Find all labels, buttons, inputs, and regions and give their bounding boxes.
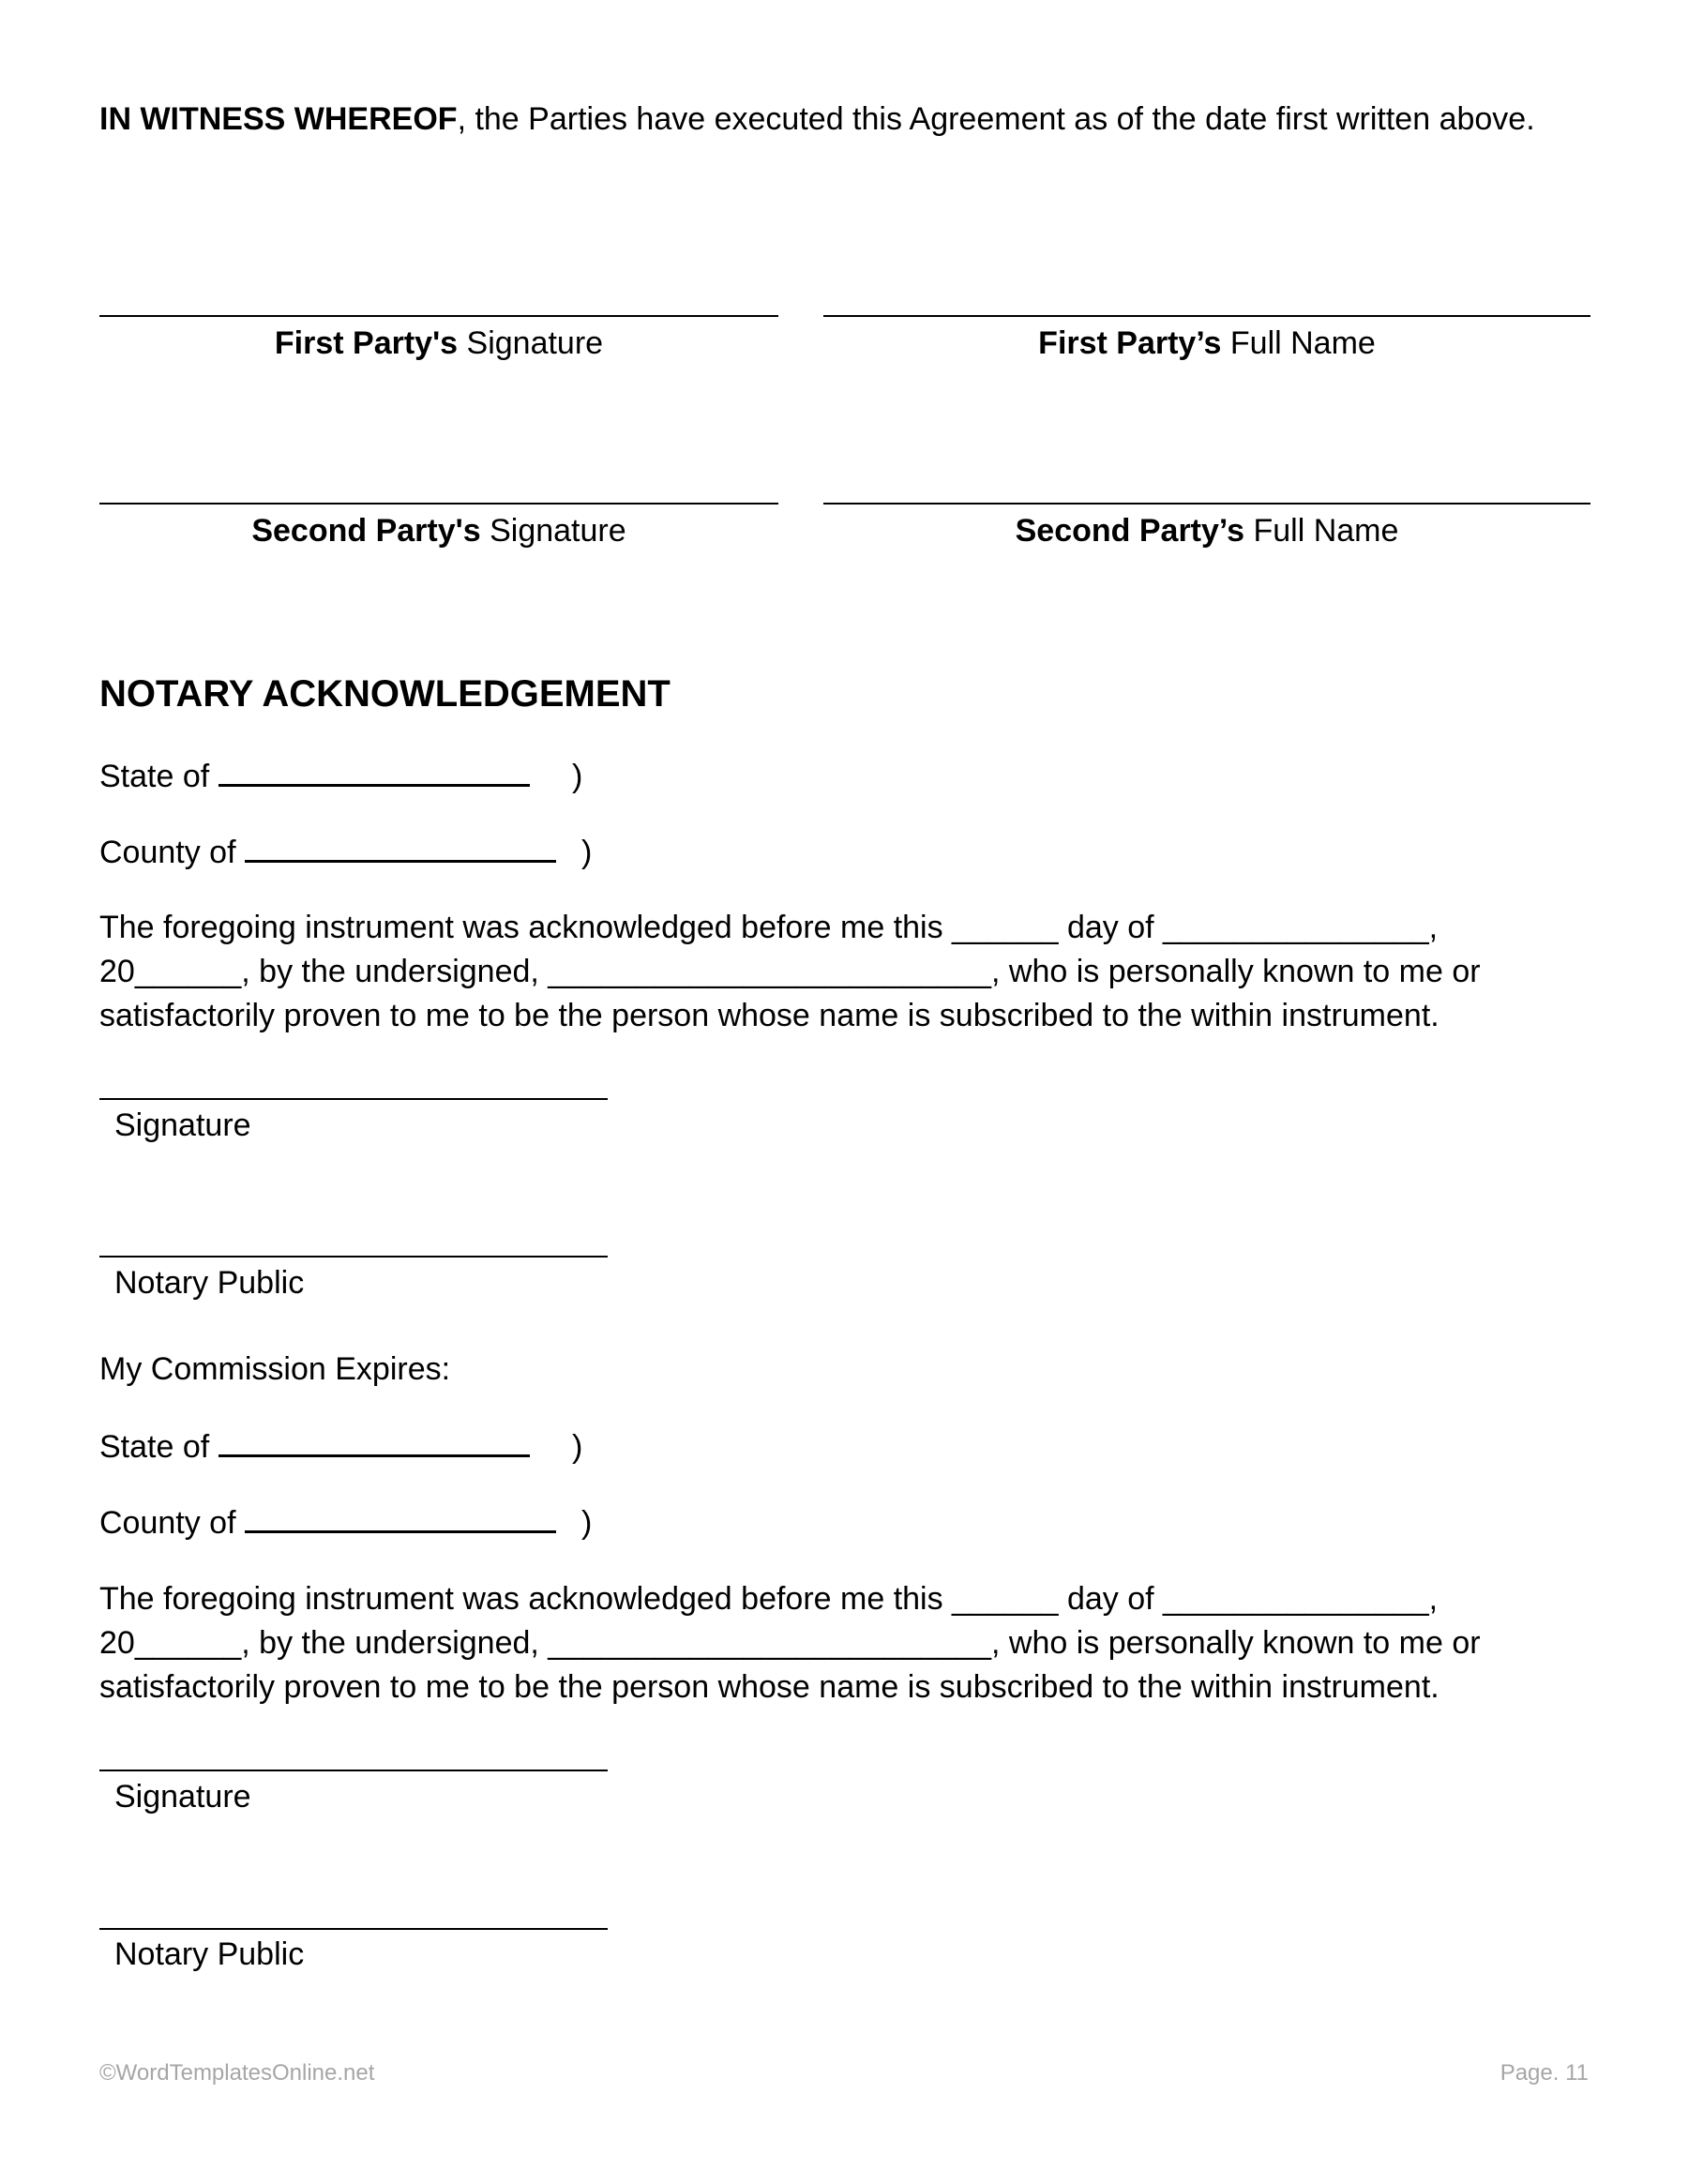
ack-line-1a: The foregoing instrument was acknowledged before me this ______ day of _______________,	[99, 910, 1439, 945]
witness-lead: IN WITNESS WHEREOF	[99, 101, 458, 137]
witness-text: , the Parties have executed this Agreement as of the date first written above.	[457, 101, 1535, 137]
witness-paragraph	[99, 98, 1600, 142]
notary-public-label-1: Notary Public	[114, 1265, 305, 1301]
second-party-signature-line[interactable]	[99, 503, 778, 505]
notary-signature-label-1: Signature	[114, 1107, 251, 1143]
county-row-1	[99, 834, 662, 871]
notary-public-label-2: Notary Public	[114, 1936, 305, 1972]
first-party-name-label-bold: First Party’s	[1038, 325, 1222, 361]
notary-signature-label-2: Signature	[114, 1779, 251, 1815]
first-party-signature-label-plain: Signature	[458, 325, 604, 361]
commission-expires: My Commission Expires:	[99, 1351, 451, 1387]
ack-line-2a: The foregoing instrument was acknowledged before me this ______ day of _______________,	[99, 1581, 1439, 1617]
notary-heading: NOTARY ACKNOWLEDGEMENT	[99, 673, 671, 715]
notary-signature-line-1[interactable]	[99, 1098, 608, 1100]
first-party-name-label	[823, 324, 1590, 362]
first-party-name-line[interactable]	[823, 315, 1590, 317]
state-input-1[interactable]	[219, 758, 530, 787]
state-row-1	[99, 758, 662, 795]
footer-page-number: Page. 11	[1500, 2060, 1589, 2086]
notary-signature-line-2[interactable]	[99, 1770, 608, 1771]
state-row-2	[99, 1428, 662, 1466]
notary-public-line-2[interactable]	[99, 1928, 608, 1930]
notary-public-line-1[interactable]	[99, 1256, 608, 1258]
ack-line-1c: satisfactorily proven to me to be the person whose name is subscribed to the within instrument.	[99, 998, 1439, 1033]
state-label-1: State of	[99, 759, 219, 794]
second-party-signature-label-bold: Second Party's	[251, 513, 481, 549]
second-party-signature-label-plain: Signature	[480, 513, 626, 549]
state-paren-2: )	[572, 1429, 583, 1465]
acknowledgement-paragraph-2	[99, 1577, 1600, 1710]
county-row-2	[99, 1504, 662, 1542]
ack-line-1b: 20______, by the undersigned, _________________________, who is personally known to me or	[99, 954, 1481, 989]
second-party-signature-label	[99, 512, 778, 550]
county-paren-1: )	[581, 835, 593, 870]
ack-line-2c: satisfactorily proven to me to be the person whose name is subscribed to the within instrument.	[99, 1669, 1439, 1705]
second-party-name-label-plain: Full Name	[1244, 513, 1399, 549]
county-input-2[interactable]	[245, 1504, 556, 1533]
state-paren-1: )	[572, 759, 583, 794]
first-party-signature-label-bold: First Party's	[274, 325, 459, 361]
county-input-1[interactable]	[245, 834, 556, 863]
state-input-2[interactable]	[219, 1428, 530, 1457]
second-party-name-label	[823, 512, 1590, 550]
footer-copyright: ©WordTemplatesOnline.net	[99, 2060, 375, 2086]
first-party-signature-label	[99, 324, 778, 362]
second-party-name-label-bold: Second Party’s	[1015, 513, 1245, 549]
county-label-1: County of	[99, 835, 245, 870]
county-label-2: County of	[99, 1505, 245, 1541]
county-paren-2: )	[581, 1505, 593, 1541]
acknowledgement-paragraph-1	[99, 906, 1600, 1038]
first-party-name-label-plain: Full Name	[1221, 325, 1376, 361]
state-label-2: State of	[99, 1429, 219, 1465]
ack-line-2b: 20______, by the undersigned, _________________________, who is personally known to me or	[99, 1625, 1481, 1661]
second-party-name-line[interactable]	[823, 503, 1590, 505]
first-party-signature-line[interactable]	[99, 315, 778, 317]
